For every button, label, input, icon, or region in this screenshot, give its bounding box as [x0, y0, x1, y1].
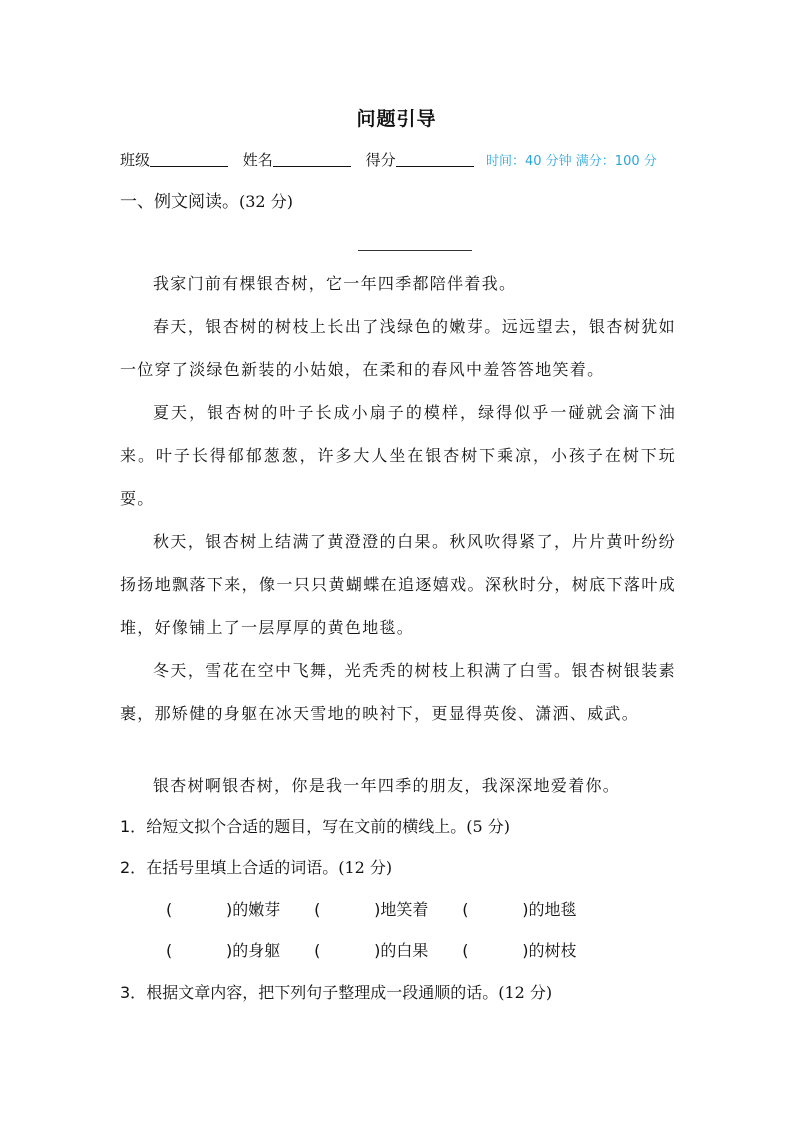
question-points: (12 分)	[498, 983, 553, 1002]
question-number: 3．	[120, 983, 147, 1002]
passage-paragraph: 夏天，银杏树的叶子长成小扇子的模样，绿得似乎一碰就会滴下油来。叶子长得郁郁葱葱，许多大人坐在银杏树下乘凉，小孩子在树下玩耍。	[120, 403, 676, 508]
section-heading	[120, 187, 293, 212]
open-paren: (	[314, 900, 321, 919]
fill-blank-item[interactable]	[314, 938, 457, 961]
open-paren: (	[462, 900, 469, 919]
close-paren: )	[522, 900, 529, 919]
passage-paragraph: 我家门前有棵银杏树，它一年四季都陪伴着我。	[153, 274, 517, 293]
question-2	[120, 855, 392, 878]
fill-blank-word: 的嫩芽	[232, 900, 281, 919]
question-number: 1．	[120, 817, 147, 836]
fill-blank-item[interactable]	[166, 938, 309, 961]
score-field	[366, 149, 478, 170]
question-3	[120, 980, 552, 1003]
open-paren: (	[166, 941, 173, 960]
fill-blank-item[interactable]	[166, 897, 309, 920]
name-field	[243, 149, 355, 170]
passage-paragraph: 秋天，银杏树上结满了黄澄澄的白果。秋风吹得紧了，片片黄叶纷纷扬扬地飘落下来，像一只只黄蝴蝶在追逐嬉戏。深秋时分，树底下落叶成堆，好像铺上了一层厚厚的黄色地毯。	[120, 532, 676, 637]
question-1	[120, 814, 510, 837]
fill-blank-word: 的树枝	[528, 941, 577, 960]
page-title: 问题引导	[356, 108, 437, 130]
close-paren: )	[374, 900, 381, 919]
score-label: 得分	[365, 151, 396, 169]
fill-blank-word: 的白果	[380, 941, 429, 960]
question-text: 根据文章内容，把下列句子整理成一段通顺的话。	[146, 983, 499, 1002]
close-paren: )	[522, 941, 529, 960]
name-label: 姓名	[242, 151, 273, 169]
fill-blank-row	[166, 938, 605, 961]
open-paren: (	[166, 900, 173, 919]
name-blank[interactable]	[273, 150, 351, 167]
fill-blank-item[interactable]	[462, 938, 605, 961]
passage-paragraph: 银杏树啊银杏树，你是我一年四季的朋友，我深深地爱着你。	[153, 776, 621, 795]
question-number: 2．	[120, 858, 147, 877]
close-paren: )	[374, 941, 381, 960]
fill-blank-item[interactable]	[314, 897, 457, 920]
close-paren: )	[226, 900, 233, 919]
score-blank[interactable]	[396, 150, 474, 167]
question-points: (12 分)	[338, 858, 393, 877]
fill-blank-word: 的地毯	[528, 900, 577, 919]
section-points: (32 分)	[239, 192, 293, 211]
passage-title-blank[interactable]	[358, 250, 472, 251]
fill-blank-word: 地笑着	[380, 900, 429, 919]
class-label: 班级	[120, 151, 151, 169]
question-points: (5 分)	[466, 817, 510, 836]
question-text: 给短文拟个合适的题目，写在文前的横线上。	[146, 817, 467, 836]
class-field	[120, 149, 232, 170]
open-paren: (	[314, 941, 321, 960]
fill-blank-row	[166, 897, 605, 920]
student-info-row	[120, 149, 680, 171]
passage-paragraph: 冬天，雪花在空中飞舞，光秃秃的树枝上积满了白雪。银杏树银装素裹，那矫健的身躯在冰天雪地的映衬下，更显得英俊、潇洒、威武。	[120, 661, 676, 723]
close-paren: )	[226, 941, 233, 960]
class-blank[interactable]	[150, 150, 228, 167]
question-text: 在括号里填上合适的词语。	[146, 858, 339, 877]
section-label: 一、例文阅读。	[120, 192, 239, 212]
fill-blank-word: 的身躯	[232, 941, 281, 960]
open-paren: (	[462, 941, 469, 960]
fill-blank-item[interactable]	[462, 897, 605, 920]
time-score-meta: 时间：40 分钟 满分：100 分	[486, 154, 657, 169]
passage-paragraph: 春天，银杏树的树枝上长出了浅绿色的嫩芽。远远望去，银杏树犹如一位穿了淡绿色新装的小姑娘，在柔和的春风中羞答答地笑着。	[120, 317, 676, 379]
